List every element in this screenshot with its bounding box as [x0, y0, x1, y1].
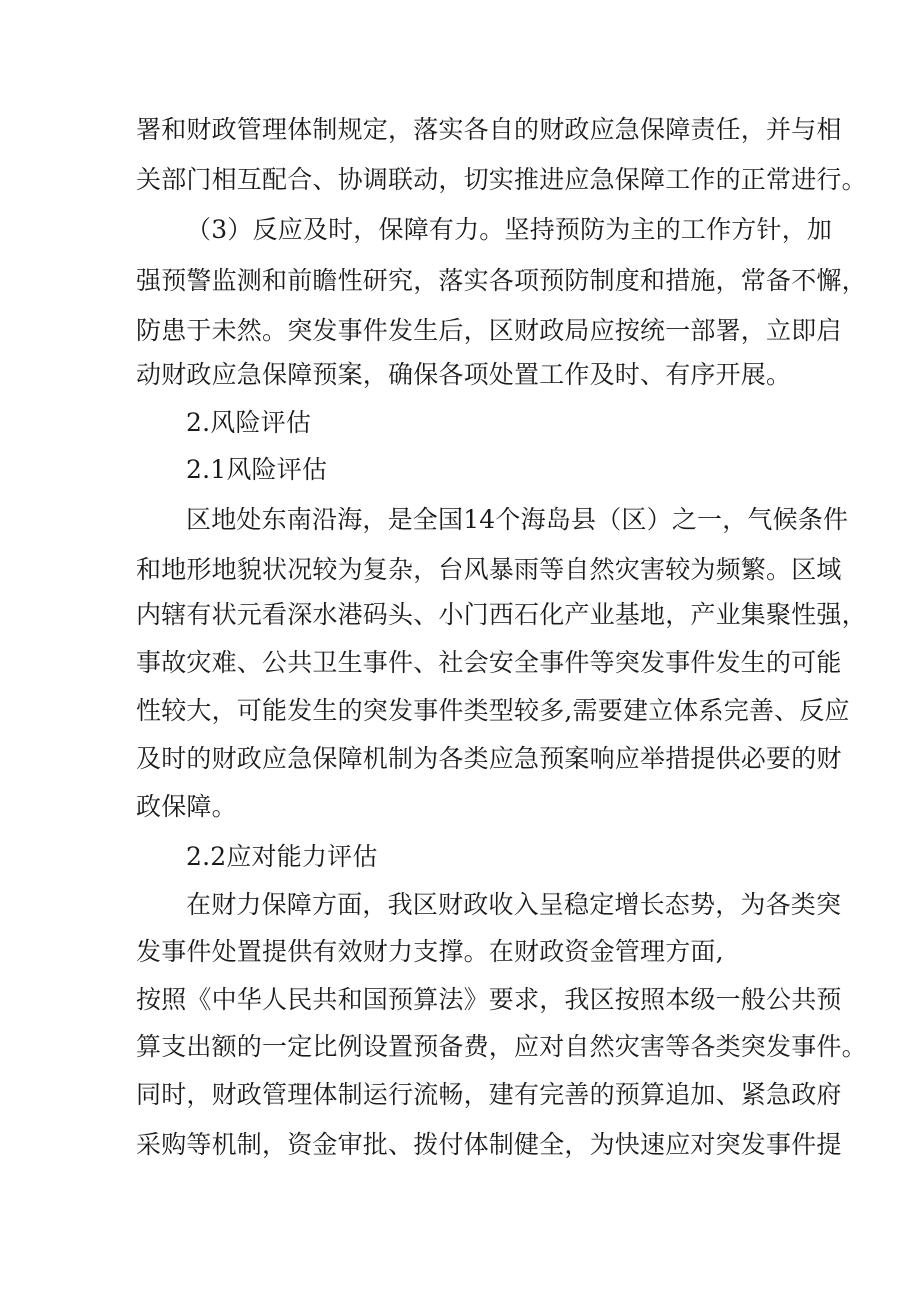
text-line: 政保障。 [136, 792, 237, 821]
text-line: （3）反应及时，保障有力。坚持预防为主的工作方针，加 [186, 215, 833, 244]
text-line: 性较大，可能发生的突发事件类型较多,需要建立体系完善、反应 [136, 696, 850, 725]
section-heading: 2.风险评估 [186, 408, 312, 437]
text-line: 及时的财政应急保障机制为各类应急预案响应举措提供必要的财 [136, 744, 842, 773]
text-line: 采购等机制，资金审批、拨付体制健全，为快速应对突发事件提 [136, 1130, 842, 1159]
text-line: 在财力保障方面，我区财政收入呈稳定增长态势，为各类突 [186, 890, 842, 919]
text-line: 区地处东南沿海，是全国14个海岛县（区）之一，气候条件 [186, 505, 849, 534]
text-line: 和地形地貌状况较为复杂，台风暴雨等自然灾害较为频繁。区域 [136, 555, 842, 584]
text-line: 署和财政管理体制规定，落实各自的财政应急保障责任，并与相 [136, 115, 842, 144]
text-line: 强预警监测和前瞻性研究，落实各项预防制度和措施，常备不懈， [136, 266, 867, 295]
subsection-heading: 2.2应对能力评估 [186, 842, 378, 871]
text-line: 按照《中华人民共和国预算法》要求，我区按照本级一般公共预 [136, 985, 842, 1014]
text-line: 算支出额的一定比例设置预备费，应对自然灾害等各类突发事件。 [136, 1032, 867, 1061]
text-line: 事故灾难、公共卫生事件、社会安全事件等突发事件发生的可能 [136, 648, 842, 677]
text-line: 同时，财政管理体制运行流畅，建有完善的预算追加、紧急政府 [136, 1080, 842, 1109]
text-line: 防患于未然。突发事件发生后，区财政局应按统一部署，立即启 [136, 316, 842, 345]
subsection-heading: 2.1风险评估 [186, 455, 328, 484]
text-line: 动财政应急保障预案，确保各项处置工作及时、有序开展。 [136, 360, 792, 389]
text-line: 内辖有状元看深水港码头、小门西石化产业基地，产业集聚性强， [136, 600, 867, 629]
text-line: 发事件处置提供有效财力支撑。在财政资金管理方面, [136, 937, 724, 966]
text-line: 关部门相互配合、协调联动，切实推进应急保障工作的正常进行。 [136, 165, 867, 194]
